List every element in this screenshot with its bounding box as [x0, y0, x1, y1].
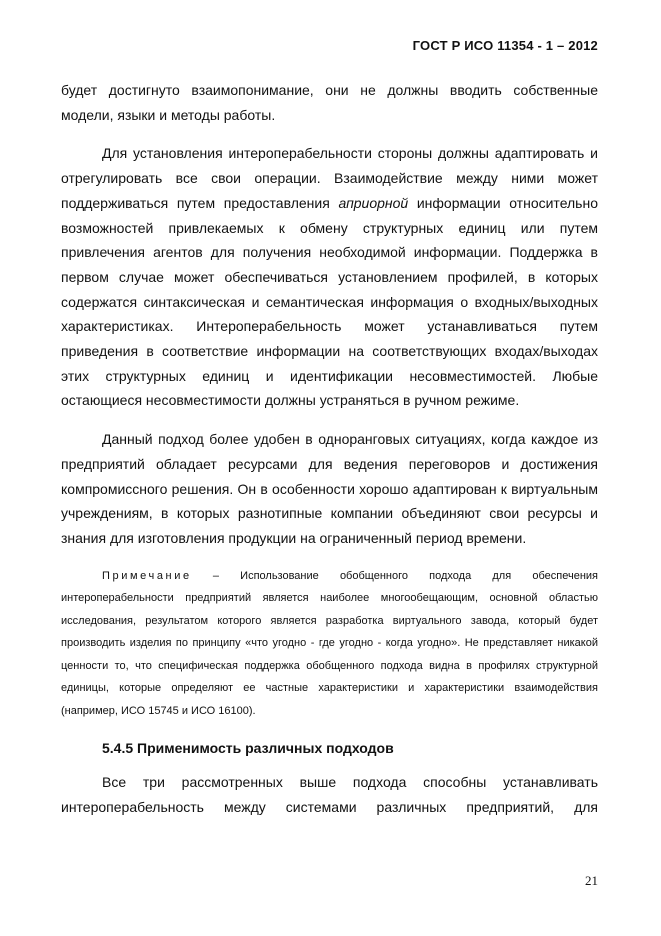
note-text: Использование обобщенного подхода для обеспечения интероперабельности предприятий является наиболее многообещающим, основной областью исследования, результатом которого является разработка виртуального завода, который будет производить изделия по принципу «что угодно - где угодно - когда угодно». Не представляет никакой ценности то, что специфическая поддержка обобщенного подхода видна в профилях структурной единицы, которые определяют ее частные характеристики и характеристики взаимодействия (например, ИСО 15745 и ИСО 16100). [61, 569, 598, 717]
paragraph-text-after: информации относительно возможностей привлекаемых к обмену структурных единиц или путем привлечения агентов для получения необходимой информации. Поддержка в первом случае может обеспечиваться установлением профилей, в которых содержатся синтаксическая и семантическая информация о входных/выходных характеристиках. Интероперабельность может устанавливаться путем приведения в соответствие информации на соответствующих входах/выходах этих структурных единиц и идентификации несовместимостей. Любые остающиеся несовместимости должны устраняться в ручном режиме. [61, 194, 598, 409]
paragraph-applicability: Все три рассмотренных выше подхода способны устанавливать интероперабельность между системами различных предприятий, для [61, 774, 598, 815]
note-label: Примечание [102, 569, 192, 582]
note-dash: – [191, 569, 241, 582]
document-header: ГОСТ Р ИСО 11354 - 1 – 2012 [412, 38, 598, 53]
italic-term: априорной [338, 194, 409, 211]
paragraph-continuation: будет достигнуто взаимопонимание, они не должны вводить собственные модели, языки и методы работы. [61, 82, 598, 123]
paragraph-text-before: Для установления интероперабельности стороны должны адаптировать и отрегулировать все свои операции. Взаимодействие между ними может поддерживаться путем предоставления [61, 145, 598, 211]
section-heading [61, 736, 598, 760]
paragraph-interoperability [61, 141, 598, 413]
note-block [61, 565, 598, 723]
page-number: 21 [585, 873, 598, 888]
section-number: 5.4.5 [102, 740, 134, 757]
page-content [61, 78, 598, 834]
section-title: Применимость различных подходов [137, 740, 394, 757]
paragraph-peer-approach: Данный подход более удобен в одноранговых ситуациях, когда каждое из предприятий обладает ресурсами для ведения переговоров и достижения компромиссного решения. Он в особенности хорошо адаптирован к виртуальным учреждениям, в которых разнотипные компании объединяют свои ресурсы и знания для изготовления продукции на ограниченный период времени. [61, 431, 598, 546]
